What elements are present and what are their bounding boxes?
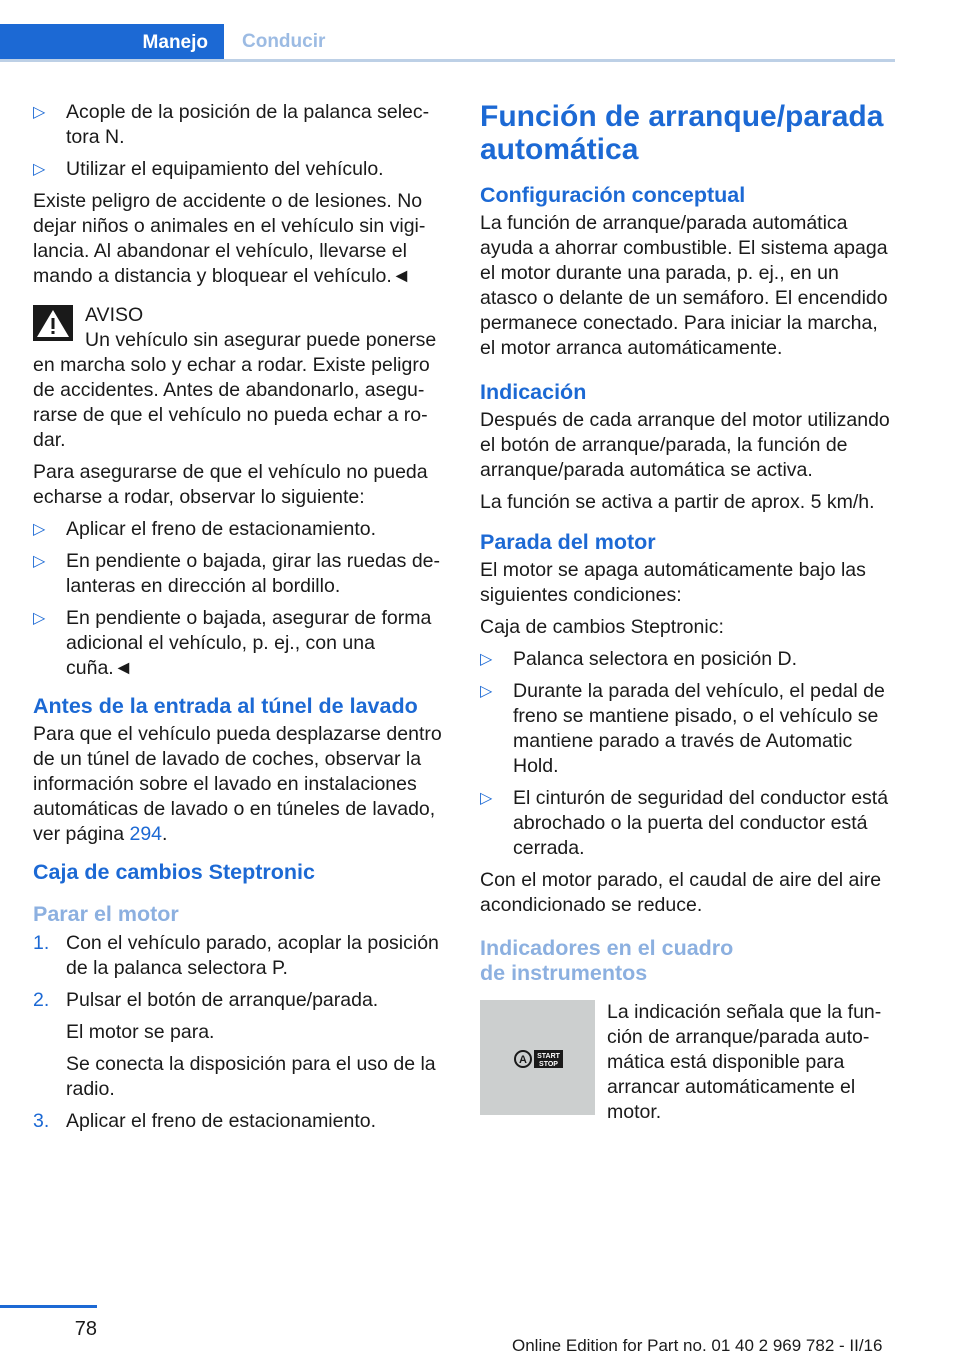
paragraph: El motor se para.: [66, 1021, 215, 1043]
paragraph: El motor se apaga automáticamente bajo las siguientes condiciones:: [480, 559, 866, 606]
tab-conducir-label: Conducir: [242, 30, 326, 52]
tab-conducir[interactable]: [224, 24, 343, 59]
list-item: ▷ En pendiente o bajada, asegurar de forma adicional el vehículo, p. ej., con una cuña.◄: [33, 607, 432, 679]
list-item: ▷ Utilizar el equipamiento del vehículo.: [33, 158, 384, 180]
svg-text:START: START: [537, 1053, 560, 1060]
tab-manejo[interactable]: [0, 24, 224, 62]
triangle-bullet-icon: ▷: [33, 521, 46, 538]
footer-rule: [0, 1305, 97, 1308]
heading-indicacion: Indicación: [480, 380, 587, 404]
tab-manejo-label: Manejo: [142, 32, 208, 53]
paragraph: Para que el vehículo pueda desplazarse dentro de un túnel de lavado de coches, observar la información sobre el lavado en instalaciones automáticas de lavado o en túneles de lavado, ver página 294.: [33, 723, 442, 845]
triangle-bullet-icon: ▷: [33, 104, 46, 121]
list-item: 1. Con el vehículo parado, acoplar la posición de la palanca selectora P.: [33, 932, 439, 979]
heading-concept: Configuración conceptual: [480, 183, 746, 207]
warning-line: Un vehículo sin asegurar puede ponerse: [85, 329, 437, 351]
triangle-bullet-icon: ▷: [480, 651, 493, 668]
start-stop-icon: [514, 1048, 564, 1070]
heading-tunnel: Antes de la entrada al túnel de lavado: [33, 694, 418, 718]
paragraph: La función se activa a partir de aprox. 5 km/h.: [480, 491, 875, 513]
triangle-bullet-icon: ▷: [33, 161, 46, 178]
paragraph: Con el motor parado, el caudal de aire del aire acondicionado se reduce.: [480, 869, 882, 916]
list-item: ▷ Durante la parada del vehículo, el pedal de freno se mantiene pisado, o el vehículo se mantiene parado a través de Automatic Hold.: [480, 680, 885, 777]
header-tabs: [0, 24, 895, 62]
list-item: ▷ En pendiente o bajada, girar las ruedas delanteras en dirección al bordillo.: [33, 550, 441, 597]
svg-text:STOP: STOP: [539, 1061, 558, 1068]
paragraph: La función de arranque/parada automática ayuda a ahorrar combustible. El sistema apaga el motor durante una parada, p. ej., en un atasco o delante de un semáforo. El encendido permanece conectado. Para iniciar la marcha, el motor arranca automáticamente.: [480, 212, 888, 359]
heading-steptronic: Caja de cambios Steptronic: [33, 860, 315, 884]
edition-text: Online Edition for Part no. 01 40 2 969 782 - II/16: [512, 1336, 883, 1355]
triangle-bullet-icon: ▷: [480, 790, 493, 807]
triangle-bullet-icon: ▷: [33, 553, 46, 570]
list-item: 3. Aplicar el freno de estacionamiento.: [33, 1110, 377, 1132]
warning-text: en marcha solo y echar a rodar. Existe peligro de accidentes. Antes de abandonarlo, asegurarse de que el vehículo no pueda echar a rodar.: [33, 354, 430, 451]
heading-indicadores: Indicadores en el cuadro de instrumentos: [480, 936, 734, 985]
svg-text:A: A: [519, 1054, 527, 1066]
right-column: [480, 100, 898, 1132]
paragraph: Para asegurarse de que el vehículo no pueda echarse a rodar, observar lo siguiente:: [33, 461, 428, 508]
instrument-panel-block: [480, 1000, 898, 1132]
triangle-bullet-icon: ▷: [33, 610, 46, 627]
list-item: ▷ Aplicar el freno de estacionamiento.: [33, 518, 377, 540]
warning-triangle-icon: [33, 305, 73, 341]
page-number: 78: [74, 1318, 97, 1340]
triangle-bullet-icon: ▷: [480, 683, 493, 700]
paragraph: Se conecta la disposición para el uso de la radio.: [66, 1053, 436, 1100]
heading-stop-engine: Parar el motor: [33, 902, 179, 926]
paragraph: Después de cada arranque del motor utilizando el botón de arranque/parada, la función de arranque/parada automática se activa.: [480, 409, 890, 481]
paragraph: Existe peligro de accidente o de lesiones. No dejar niños o animales en el vehículo sin vigilancia. Al abandonar el vehículo, llevarse el mando a distancia y bloquear el vehículo.◄: [33, 190, 426, 287]
warning-title: AVISO: [85, 304, 144, 326]
header-rule: [0, 59, 895, 62]
list-item: 2. Pulsar el botón de arranque/parada.: [33, 989, 379, 1011]
instrument-display: [480, 1000, 595, 1115]
list-item: ▷ Acople de la posición de la palanca selectora N.: [33, 101, 430, 148]
heading-parada: Parada del motor: [480, 530, 656, 554]
heading-main: Función de arranque/parada automática: [480, 100, 884, 166]
page-link[interactable]: 294: [129, 823, 163, 845]
warning-block: [33, 303, 443, 453]
paragraph: Caja de cambios Steptronic:: [480, 616, 724, 638]
left-column: [33, 100, 443, 1141]
list-item: ▷ Palanca selectora en posición D.: [480, 648, 797, 670]
paragraph: La indicación señala que la función de arranque/parada automática está disponible para arrancar automáticamente el motor.: [607, 1001, 882, 1123]
list-item: ▷ El cinturón de seguridad del conductor está abrochado o la puerta del conductor está cerrada.: [480, 787, 889, 859]
